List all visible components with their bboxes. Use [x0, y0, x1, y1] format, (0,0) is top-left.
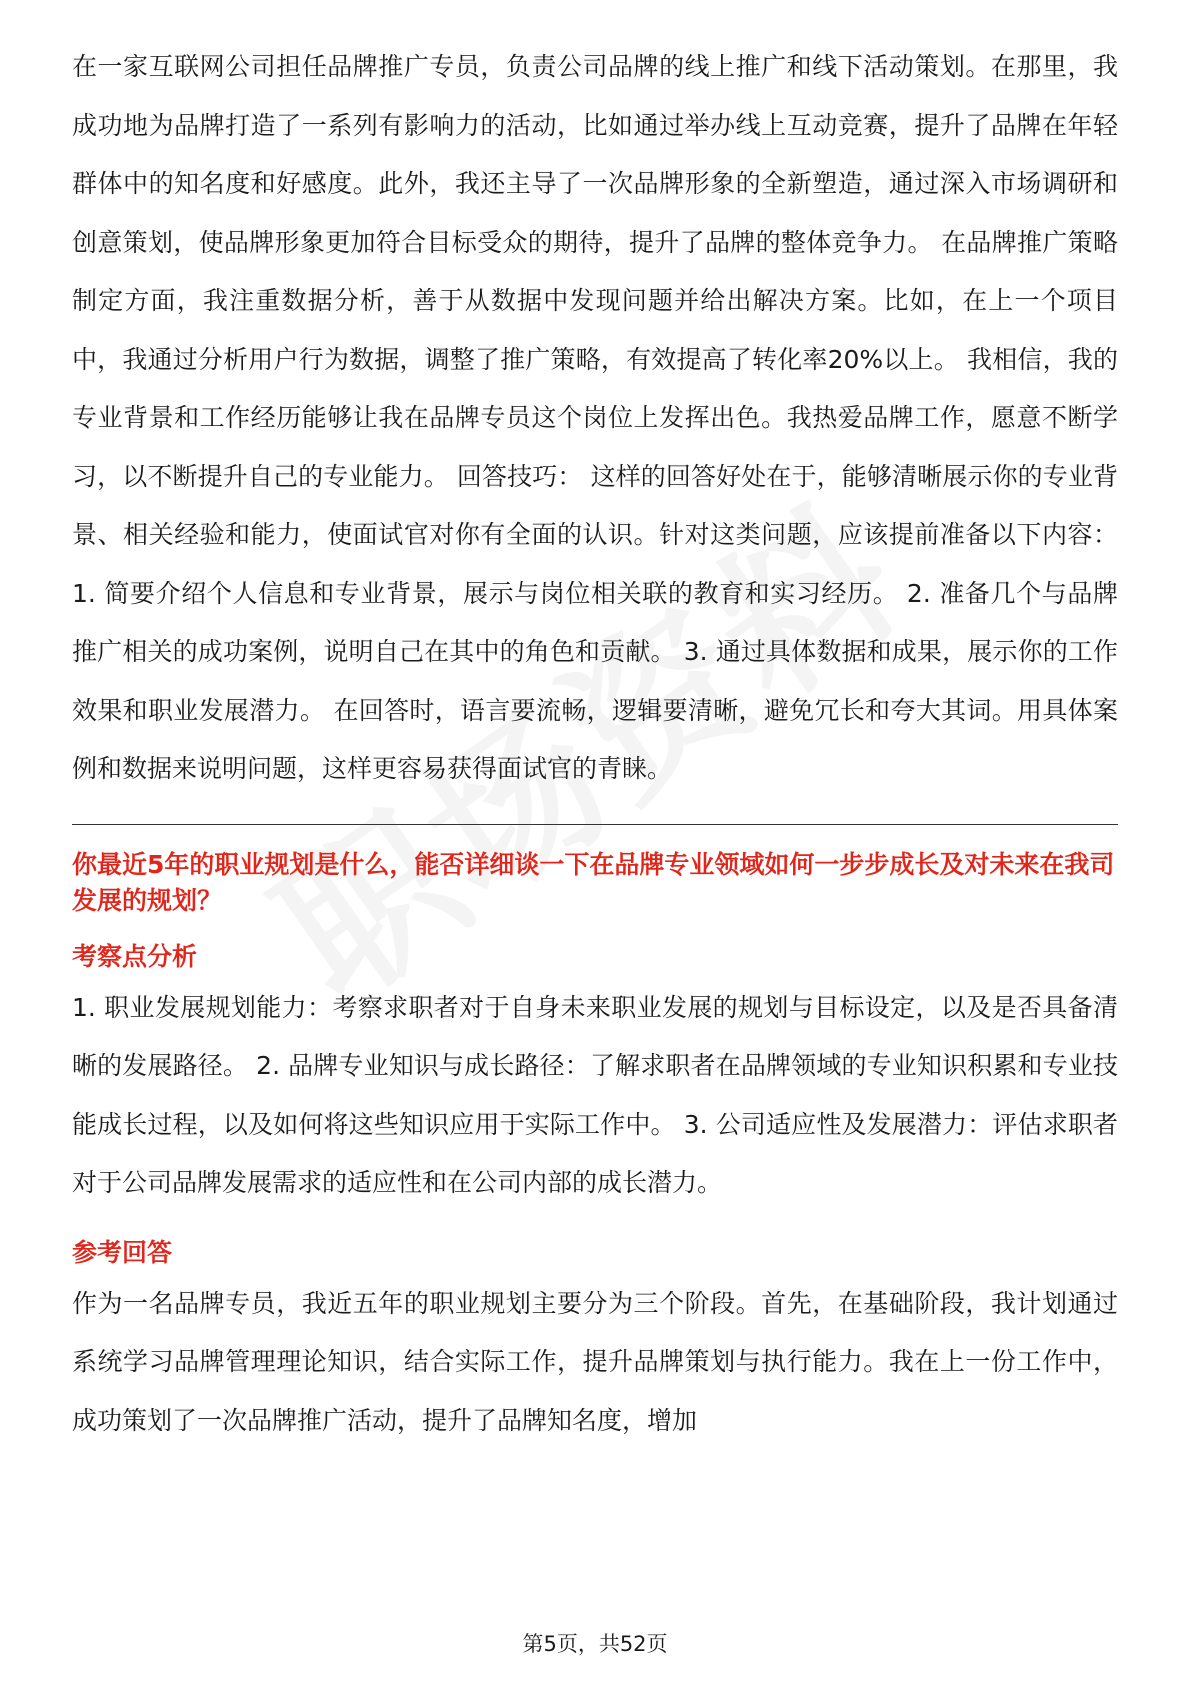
analysis-heading: 考察点分析	[72, 941, 198, 971]
answer-paragraph: 作为一名品牌专员，我近五年的职业规划主要分为三个阶段。首先，在基础阶段，我计划通过系统学习品牌管理理论知识，结合实际工作，提升品牌策划与执行能力。我在上一份工作中，成功策划了一次品牌推广活动，提升了品牌知名度，增加	[72, 1288, 1118, 1435]
analysis-paragraph: 1. 职业发展规划能力：考察求职者对于自身未来职业发展的规划与目标设定，以及是否具备清晰的发展路径。 2. 品牌专业知识与成长路径：了解求职者在品牌领域的专业知识积累和专业技能成长过程，以及如何将这些知识应用于实际工作中。 3. 公司适应性及发展潜力：评估求职者对于公司品牌发展需求的适应性和在公司内部的成长潜力。	[72, 992, 1118, 1197]
interview-question: 你最近5年的职业规划是什么，能否详细谈一下在品牌专业领域如何一步步成长及对未来在我司发展的规划？	[72, 849, 1115, 915]
section-divider	[72, 824, 1118, 825]
intro-paragraph: 在一家互联网公司担任品牌推广专员，负责公司品牌的线上推广和线下活动策划。在那里，我成功地为品牌打造了一系列有影响力的活动，比如通过举办线上互动竞赛，提升了品牌在年轻群体中的知名度和好感度。此外，我还主导了一次品牌形象的全新塑造，通过深入市场调研和创意策划，使品牌形象更加符合目标受众的期待，提升了品牌的整体竞争力。 在品牌推广策略制定方面，我注重数据分析，善于从数据中发现问题并给出解决方案。比如，在上一个项目中，我通过分析用户行为数据，调整了推广策略，有效提高了转化率20%以上。 我相信，我的专业背景和工作经历能够让我在品牌专员这个岗位上发挥出色。我热爱品牌工作，愿意不断学习，以不断提升自己的专业能力。 回答技巧： 这样的回答好处在于，能够清晰展示你的专业背景、相关经验和能力，使面试官对你有全面的认识。针对这类问题，应该提前准备以下内容： 1. 简要介绍个人信息和专业背景，展示与岗位相关联的教育和实习经历。 2. 准备几个与品牌推广相关的成功案例，说明自己在其中的角色和贡献。 3. 通过具体数据和成果，展示你的工作效果和职业发展潜力。 在回答时，语言要流畅，逻辑要清晰，避免冗长和夸大其词。用具体案例和数据来说明问题，这样更容易获得面试官的青睐。	[72, 52, 1118, 783]
answer-heading: 参考回答	[72, 1237, 173, 1267]
page-number-footer: 第5页，共52页	[522, 1632, 668, 1656]
document-page	[72, 38, 1118, 1450]
